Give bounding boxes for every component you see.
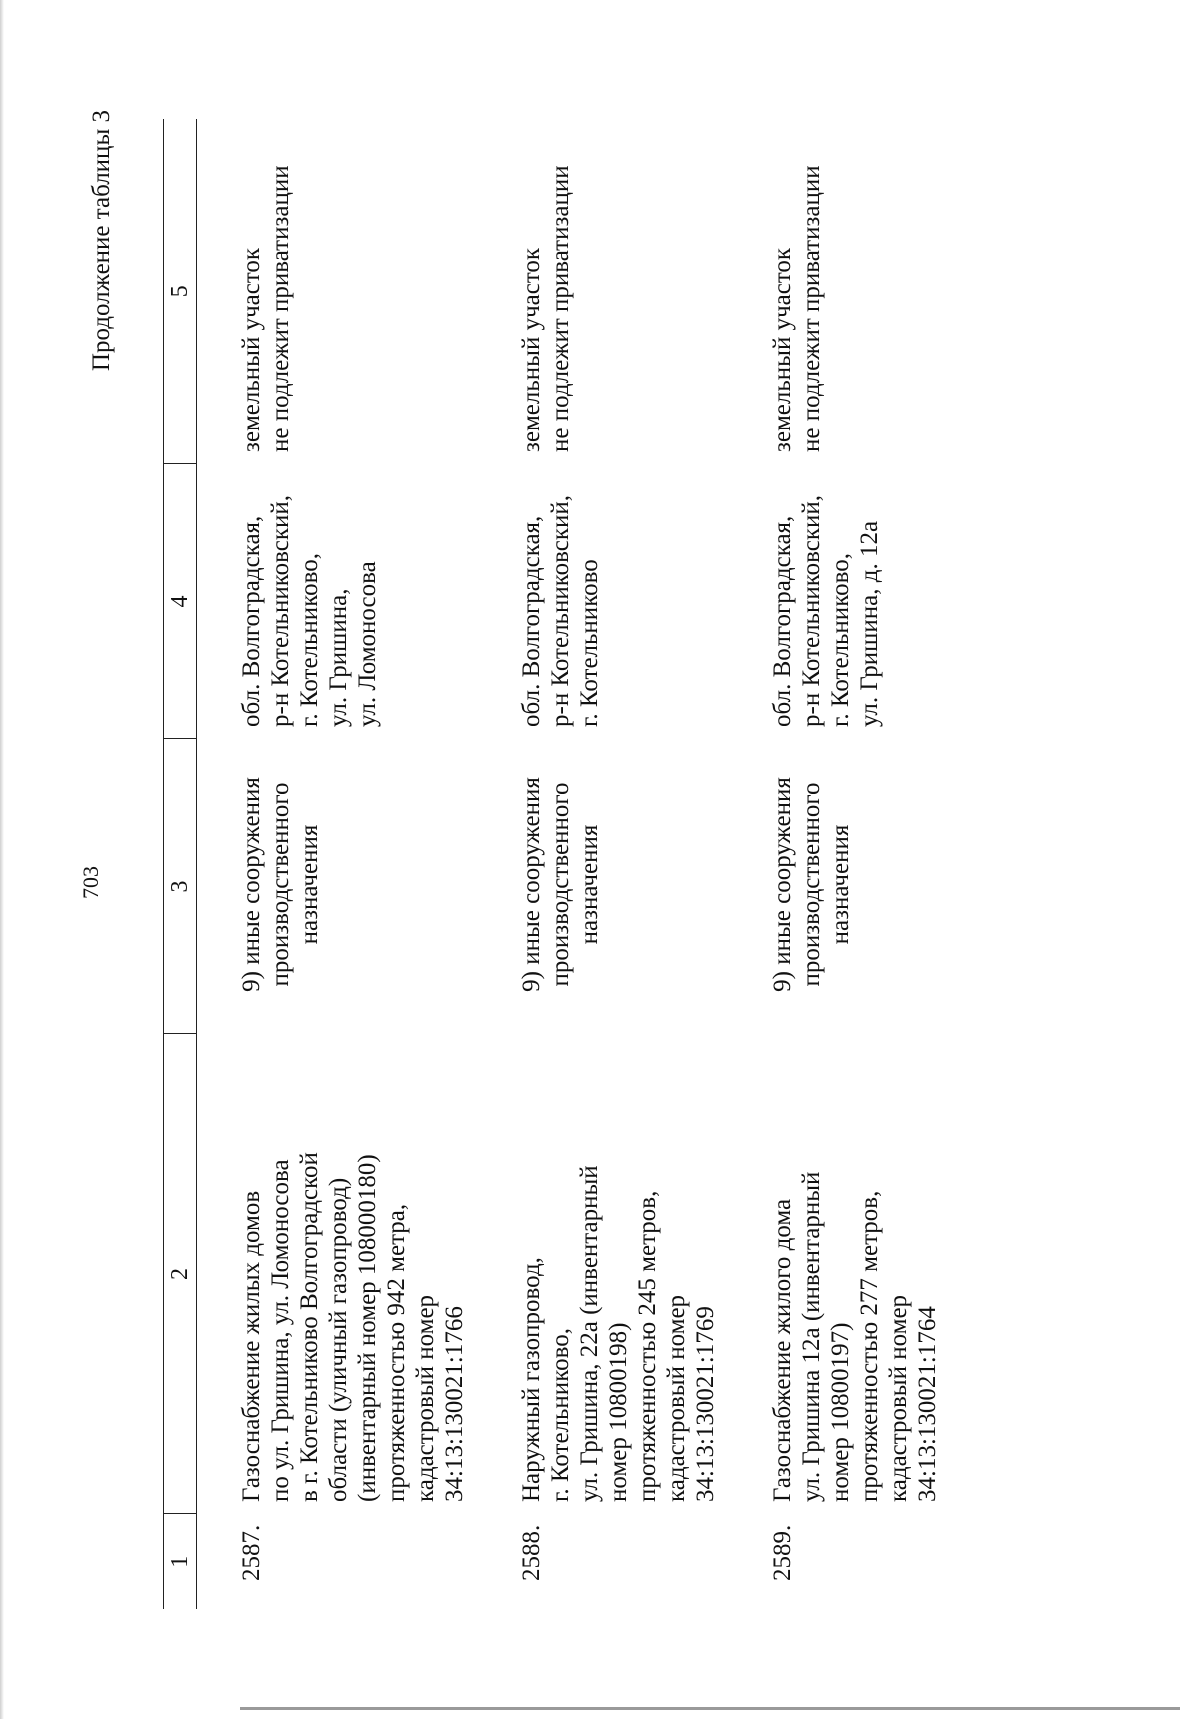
column-header-2: 2	[164, 1034, 197, 1514]
object-note: земельный участок не подлежит приватизации	[518, 165, 574, 452]
object-name: Газоснабжение жилого дома ул. Гришина 12а (инвентарный номер 10800197) протяженностью 277 метров, кадастровый номер 34:13:130021:1764	[769, 1171, 941, 1502]
object-note: земельный участок не подлежит приватизации	[769, 165, 825, 452]
object-type: 9) иные сооружения производственного назначения	[238, 777, 323, 992]
object-name: Наружный газопровод, г. Котельниково, ул. Гришина, 22а (инвентарный номер 10800198) протяженностью 245 метров, кадастровый номер 34:13:130021:1769	[518, 1165, 719, 1502]
row-number: 2587.	[238, 1524, 265, 1581]
object-type: 9) иные сооружения производственного назначения	[769, 777, 854, 992]
row-number: 2588.	[518, 1524, 545, 1581]
table-header-row	[164, 119, 197, 1609]
property-table	[163, 119, 968, 1609]
page-number: 703	[78, 866, 103, 899]
object-address: обл. Волгоградская, р-н Котельниковский, г. Котельниково, ул. Гришина, ул. Ломоносова	[238, 495, 381, 727]
table-row	[197, 119, 496, 1609]
column-header-4: 4	[164, 464, 197, 739]
object-type: 9) иные сооружения производственного назначения	[518, 777, 603, 992]
object-address: обл. Волгоградская, р-н Котельниковский, г. Котельниково, ул. Гришина, д. 12а	[769, 495, 883, 727]
table-row	[495, 119, 746, 1609]
object-name: Газоснабжение жилых домов по ул. Гришина, ул. Ломоносова в г. Котельниково Волгоградской области (уличный газопровод) (инвентарный номер 108000180) протяженностью 942 метра, кадастровый номер 34:13:130021:1766	[238, 1152, 468, 1502]
column-header-3: 3	[164, 739, 197, 1034]
object-note: земельный участок не подлежит приватизации	[238, 165, 294, 452]
table-row	[746, 119, 968, 1609]
object-address: обл. Волгоградская, р-н Котельниковский, г. Котельниково	[518, 495, 603, 727]
column-header-5: 5	[164, 119, 197, 464]
table-continuation-title: Продолжение таблицы 3	[88, 110, 115, 372]
row-number: 2589.	[769, 1524, 796, 1581]
column-header-1: 1	[164, 1514, 197, 1609]
